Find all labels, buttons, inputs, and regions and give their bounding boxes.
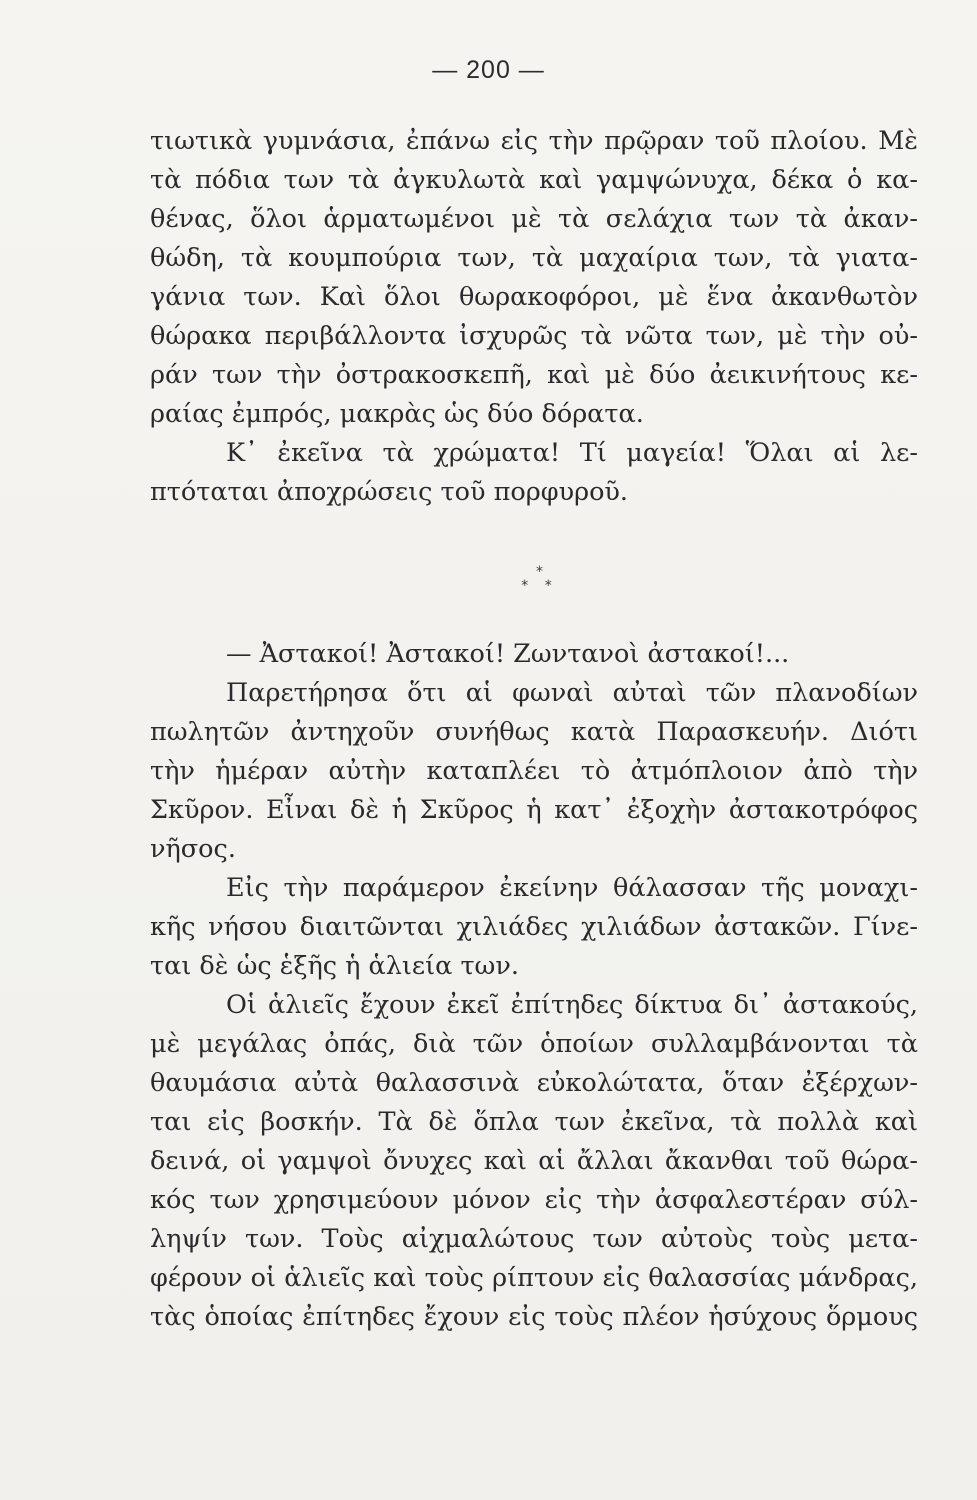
text-line: πτόταται ἀποχρώσεις τοῦ πορφυροῦ. <box>150 477 629 507</box>
text-line: θένας, ὅλοι ἁρματωμένοι μὲ τὰ σελάχια των τὰ ἀκαν- <box>150 204 918 234</box>
asterism-top: * <box>536 564 543 580</box>
section-break-asterism <box>0 565 977 593</box>
text-line: Εἰς τὴν παράμερον ἐκείνην θάλασσαν τῆς μοναχι- <box>226 873 918 903</box>
text-block-top <box>150 122 918 512</box>
text-line: τὰ πόδια των τὰ ἀγκυλωτὰ καὶ γαμψώνυχα, δέκα ὁ κα- <box>150 165 918 195</box>
text-line: ραίας ἐμπρός, μακρὰς ὡς δύο δόρατα. <box>150 399 644 429</box>
text-line: πωλητῶν ἀντηχοῦν συνήθως κατὰ Παρασκευήν. Διότι <box>150 717 918 747</box>
asterism-bottom: * * <box>521 578 558 594</box>
text-line: θαυμάσια αὐτὰ θαλασσινὰ εὐκολώτατα, ὅταν ἐξέρχων- <box>150 1068 918 1098</box>
page-number: — 200 — <box>432 56 545 84</box>
text-line: ληψίν των. Τοὺς αἰχμαλώτους των αὐτοὺς τοὺς μετα- <box>150 1224 918 1254</box>
text-line: Παρετήρησα ὅτι αἱ φωναὶ αὐταὶ τῶν πλανοδίων <box>226 678 918 708</box>
text-line: τιωτικὰ γυμνάσια, ἐπάνω εἰς τὴν πρῷραν τοῦ πλοίου. Μὲ <box>150 126 918 156</box>
text-line: ται δὲ ὡς ἑξῆς ἡ ἁλιεία των. <box>150 951 519 981</box>
text-line: φέρουν οἱ ἁλιεῖς καὶ τοὺς ρίπτουν εἰς θαλασσίας μάνδρας, <box>150 1263 918 1293</box>
text-line: τὴν ἡμέραν αὐτὴν καταπλέει τὸ ἀτμόπλοιον ἀπὸ τὴν <box>150 756 918 786</box>
text-line: Οἱ ἁλιεῖς ἔχουν ἐκεῖ ἐπίτηδες δίκτυα δι᾽ ἀστακούς, <box>226 990 918 1020</box>
text-line: νῆσος. <box>150 834 236 864</box>
text-line: ται εἰς βοσκήν. Τὰ δὲ ὅπλα των ἐκεῖνα, τὰ πολλὰ καὶ <box>150 1107 918 1137</box>
text-line: — Ἀστακοί! Ἀστακοί! Ζωντανοὶ ἀστακοί!... <box>226 639 790 669</box>
text-line: ράν των τὴν ὀστρακοσκεπῆ, καὶ μὲ δύο ἀεικινήτους κε- <box>150 360 918 390</box>
text-line: τὰς ὁποίας ἐπίτηδες ἔχουν εἰς τοὺς πλέον ἡσύχους ὅρμους <box>150 1302 918 1332</box>
text-line: μὲ μεγάλας ὀπάς, διὰ τῶν ὁποίων συλλαμβάνονται τὰ <box>150 1029 918 1059</box>
text-line: θώρακα περιβάλλοντα ἰσχυρῶς τὰ νῶτα των, μὲ τὴν οὐ- <box>150 321 918 351</box>
text-line: κῆς νήσου διαιτῶνται χιλιάδες χιλιάδων ἀστακῶν. Γίνε- <box>150 912 918 942</box>
text-line: Κ᾽ ἐκεῖνα τὰ χρώματα! Τί μαγεία! Ὅλαι αἱ λε- <box>226 438 918 468</box>
text-line: θώδη, τὰ κουμπούρια των, τὰ μαχαίρια των, τὰ γιατα- <box>150 243 918 273</box>
text-line: κός των χρησιμεύουν μόνον εἰς τὴν ἀσφαλεστέραν σύλ- <box>150 1185 918 1215</box>
text-block-bottom <box>150 635 918 1337</box>
text-line: Σκῦρον. Εἶναι δὲ ἡ Σκῦρος ἡ κατ᾽ ἐξοχὴν ἀστακοτρόφος <box>150 795 918 825</box>
text-line: δεινά, οἱ γαμψοὶ ὄνυχες καὶ αἱ ἄλλαι ἄκανθαι τοῦ θώρα- <box>150 1146 918 1176</box>
text-line: γάνια των. Καὶ ὅλοι θωρακοφόροι, μὲ ἕνα ἀκανθωτὸν <box>150 282 918 312</box>
